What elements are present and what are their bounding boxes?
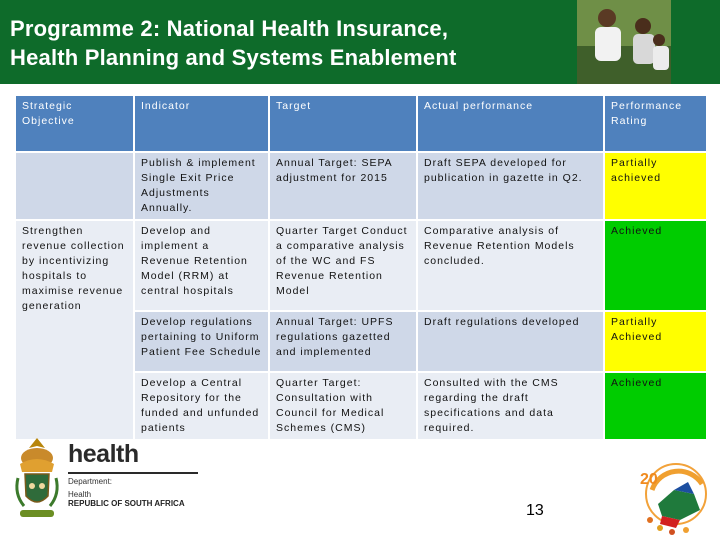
rating-cell-achieved: Achieved bbox=[604, 220, 707, 311]
table-row bbox=[15, 152, 707, 220]
indicator-cell: Develop and implement a Revenue Retention Model (RRM) at central hospitals bbox=[134, 220, 269, 311]
coat-of-arms-icon bbox=[10, 434, 64, 526]
column-header-target: Target bbox=[269, 95, 417, 152]
column-header-rating: Performance Rating bbox=[604, 95, 707, 152]
title-line-2: Health Planning and Systems Enablement bbox=[10, 45, 457, 70]
svg-text:20: 20 bbox=[640, 471, 658, 488]
target-cell: Annual Target: SEPA adjustment for 2015 bbox=[269, 152, 417, 220]
indicator-cell: Develop a Central Repository for the funded and unfunded patients bbox=[134, 372, 269, 440]
performance-table bbox=[14, 94, 708, 441]
actual-cell: Draft regulations developed bbox=[417, 311, 604, 372]
department-logo bbox=[10, 430, 200, 530]
target-cell: Annual Target: UPFS regulations gazetted and implemented bbox=[269, 311, 417, 372]
objective-cell-top bbox=[15, 152, 134, 220]
rating-cell-partial: Partially Achieved bbox=[604, 311, 707, 372]
country-name: REPUBLIC OF SOUTH AFRICA bbox=[68, 499, 185, 508]
rating-cell-partial: Partially achieved bbox=[604, 152, 707, 220]
rating-cell-achieved: Achieved bbox=[604, 372, 707, 440]
actual-cell: Comparative analysis of Revenue Retention Models concluded. bbox=[417, 220, 604, 311]
twenty-years-badge-icon bbox=[630, 454, 716, 538]
table-row bbox=[15, 220, 707, 311]
header-photo bbox=[577, 0, 671, 84]
health-wordmark bbox=[68, 440, 198, 509]
column-header-actual: Actual performance bbox=[417, 95, 604, 152]
actual-cell: Draft SEPA developed for publication in gazette in Q2. bbox=[417, 152, 604, 220]
dept-label: Department: bbox=[68, 477, 113, 486]
logo-divider bbox=[68, 472, 198, 474]
target-cell: Quarter Target Conduct a comparative analysis of the WC and FS Revenue Retention Model bbox=[269, 220, 417, 311]
objective-cell: Strengthen revenue collection by incentivizing hospitals to maximise revenue generation bbox=[15, 220, 134, 440]
indicator-cell: Develop regulations pertaining to Uniform Patient Fee Schedule bbox=[134, 311, 269, 372]
health-word: health bbox=[68, 440, 139, 468]
title-bar bbox=[0, 0, 720, 84]
page-number: 13 bbox=[526, 502, 544, 519]
column-header-objective: Strategic Objective bbox=[15, 95, 134, 152]
table-header-row bbox=[15, 95, 707, 152]
indicator-cell: Publish & implement Single Exit Price Adjustments Annually. bbox=[134, 152, 269, 220]
actual-cell: Consulted with the CMS regarding the draft specifications and data required. bbox=[417, 372, 604, 440]
page-title bbox=[10, 14, 570, 72]
column-header-indicator: Indicator bbox=[134, 95, 269, 152]
target-cell: Quarter Target: Consultation with Council for Medical Schemes (CMS) bbox=[269, 372, 417, 440]
dept-name: Health bbox=[68, 489, 92, 499]
title-line-1: Programme 2: National Health Insurance, bbox=[10, 16, 449, 41]
